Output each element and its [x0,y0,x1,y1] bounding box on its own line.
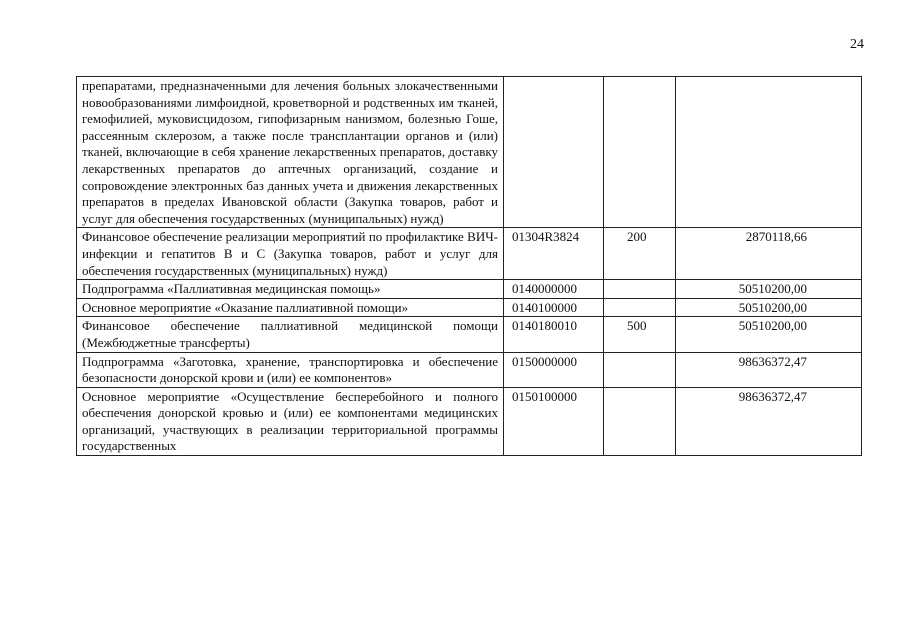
expense-type-cell: 200 [604,228,676,280]
amount-cell: 50510200,00 [676,317,862,352]
table-row [77,77,862,228]
target-article-code-cell: 0140180010 [504,317,604,352]
program-name-cell: Основное мероприятие «Оказание паллиативной помощи» [77,298,504,317]
program-name-cell: Подпрограмма «Паллиативная медицинская помощь» [77,280,504,299]
amount-cell: 50510200,00 [676,298,862,317]
target-article-code-cell: 01304R3824 [504,228,604,280]
target-article-code-cell [504,77,604,228]
expense-type-cell [604,77,676,228]
expense-type-cell [604,352,676,387]
table-row [77,280,862,299]
table-row [77,387,862,455]
table-row [77,352,862,387]
expense-type-cell [604,387,676,455]
amount-cell: 98636372,47 [676,387,862,455]
budget-allocation-table [76,76,862,456]
target-article-code-cell: 0140000000 [504,280,604,299]
target-article-code-cell: 0150000000 [504,352,604,387]
amount-cell: 2870118,66 [676,228,862,280]
page-number: 24 [850,37,864,52]
program-name-cell: Основное мероприятие «Осуществление бесперебойного и полного обеспечения донорской кровью и (или) ее компонентами медицинских организаций, участвующих в реализации территориальной программы государственных [77,387,504,455]
amount-cell: 98636372,47 [676,352,862,387]
target-article-code-cell: 0150100000 [504,387,604,455]
amount-cell: 50510200,00 [676,280,862,299]
expense-type-cell [604,280,676,299]
table-row [77,228,862,280]
program-name-cell: Подпрограмма «Заготовка, хранение, транспортировка и обеспечение безопасности донорской крови и (или) ее компонентов» [77,352,504,387]
program-name-cell: Финансовое обеспечение реализации мероприятий по профилактике ВИЧ-инфекции и гепатитов В и С (Закупка товаров, работ и услуг для обеспечения государственных (муниципальных) нужд) [77,228,504,280]
target-article-code-cell: 0140100000 [504,298,604,317]
table-row [77,298,862,317]
table-row [77,317,862,352]
expense-type-cell [604,298,676,317]
program-name-cell: препаратами, предназначенными для лечения больных злокачественными новообразованиями лимфоидной, кроветворной и родственных им тканей, гемофилией, муковисцидозом, гипофизарным нанизмом, болезнью Гоше, рассеянным склерозом, а также после трансплантации органов и (или) тканей, включающие в себя хранение лекарственных препаратов, доставку лекарственных препаратов до аптечных организаций, создание и сопровождение электронных баз данных учета и движения лекарственных препаратов в пределах Ивановской области (Закупка товаров, работ и услуг для обеспечения государственных (муниципальных) нужд) [77,77,504,228]
amount-cell [676,77,862,228]
program-name-cell: Финансовое обеспечение паллиативной медицинской помощи (Межбюджетные трансферты) [77,317,504,352]
expense-type-cell: 500 [604,317,676,352]
